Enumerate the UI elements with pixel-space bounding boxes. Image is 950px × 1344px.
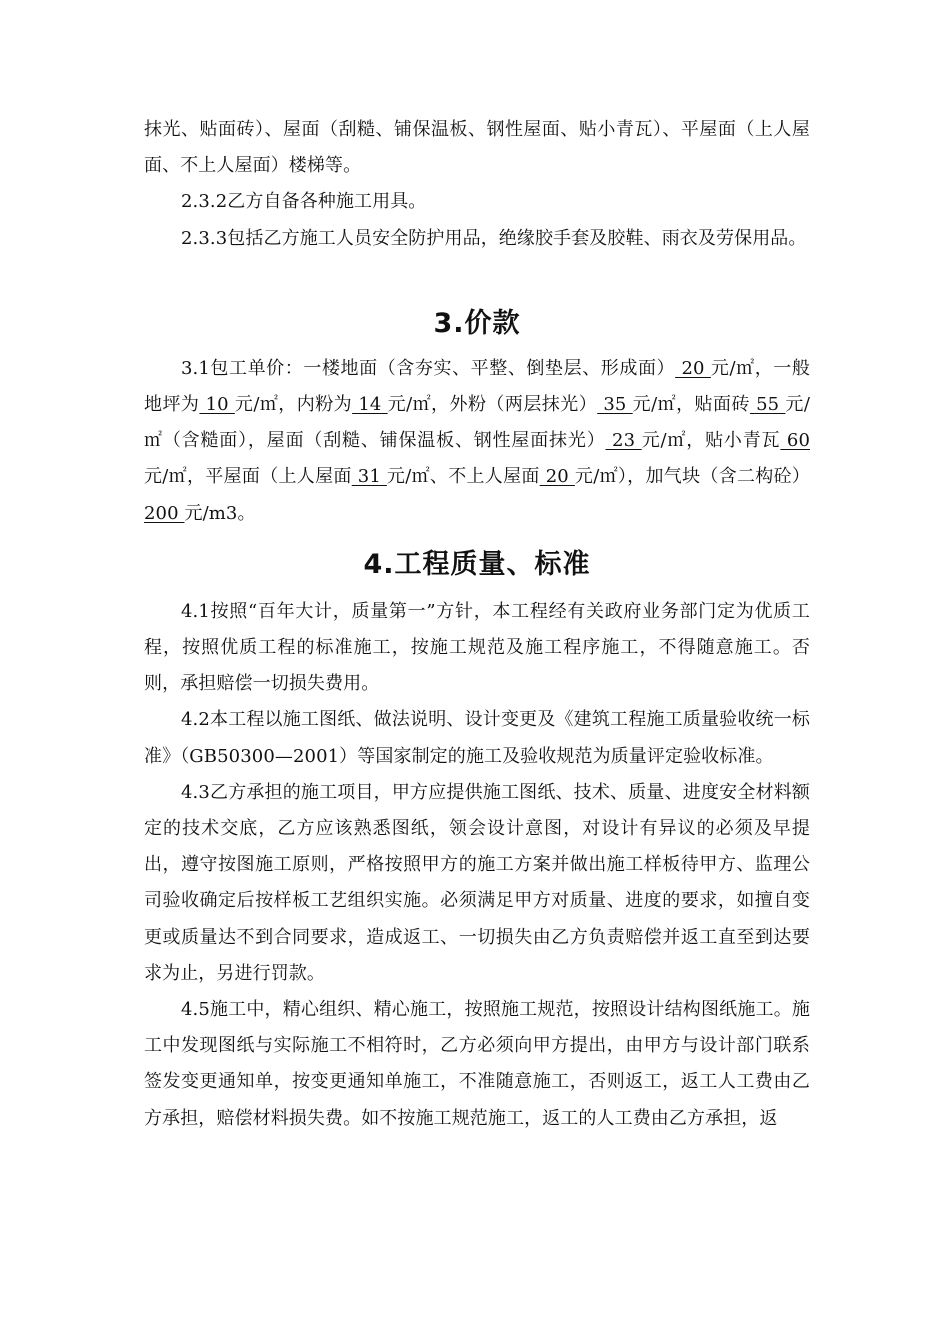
- text-segment: 元/㎡，贴小青瓦: [641, 430, 781, 452]
- paragraph-2-3-2: 2.3.2乙方自备各种施工用具。: [181, 191, 427, 213]
- text-segment: 元/㎡，平屋面（上人屋面: [144, 466, 352, 488]
- text-segment: 元/m3。: [184, 502, 256, 524]
- price-value: 35: [597, 394, 633, 416]
- price-value: 14: [352, 394, 388, 416]
- text-segment: 元/㎡，外粉（两层抹光）: [387, 394, 598, 416]
- price-value: 60: [780, 430, 811, 452]
- document-page: [144, 112, 810, 1137]
- paragraph-4-2: 4.2本工程以施工图纸、做法说明、设计变更及《建筑工程施工质量验收统一标准》（GB50300—2001）等国家制定的施工及验收规范为质量评定验收标准。: [144, 709, 810, 767]
- price-value: 55: [749, 394, 786, 416]
- text-segment: 元/㎡，一般地坪为: [144, 357, 810, 416]
- paragraph-4-3: 4.3乙方承担的施工项目，甲方应提供施工图纸、技术、质量、进度安全材料额定的技术交底，乙方应该熟悉图纸，领会设计意图，对设计有异议的必须及早提出，遵守按图施工原则，严格按照甲方的施工方案并做出施工样板待甲方、监理公司验收确定后按样板工艺组织实施。必须满足甲方对质量、进度的要求，如擅自变更或质量达不到合同要求，造成返工、一切损失由乙方负责赔偿并返工直至到达要求为止，另进行罚款。: [144, 781, 810, 984]
- paragraph-2-3-3: 2.3.3包括乙方施工人员安全防护用品，绝缘胶手套及胶鞋、雨衣及劳保用品。: [181, 227, 807, 249]
- price-value: 200: [144, 502, 185, 524]
- section-heading-quality-standard: 4.工程质量、标准: [363, 548, 591, 580]
- paragraph-4-1: 4.1按照“百年大计，质量第一”方针，本工程经有关政府业务部门定为优质工程，按照优质工程的标准施工，按施工规范及施工程序施工，不得随意施工。否则，承担赔偿一切损失费用。: [144, 600, 810, 695]
- price-value: 23: [605, 430, 642, 452]
- text-segment: 元/㎡，内粉为: [234, 394, 353, 416]
- price-value: 10: [199, 394, 235, 416]
- price-value: 31: [351, 466, 387, 488]
- paragraph-4-5: 4.5施工中，精心组织、精心施工，按照施工规范，按照设计结构图纸施工。施工中发现图纸与实际施工不相符时，乙方必须向甲方提出，由甲方与设计部门联系签发变更通知单，按变更通知单施工，不准随意施工，否则返工，返工人工费由乙方承担，赔偿材料损失费。如不按施工规范施工，返工的人工费由乙方承担，返: [144, 999, 810, 1129]
- text-segment: 3.1包工单价：一楼地面（含夯实、平整、倒垫层、形成面）: [181, 357, 676, 379]
- price-value: 20: [539, 466, 575, 488]
- text-segment: 元/㎡、不上人屋面: [386, 466, 540, 488]
- text-segment: 元/㎡），加气块（含二构砼）: [574, 466, 811, 488]
- paragraph-3-1: [144, 351, 810, 532]
- section-heading-price: 3.价款: [433, 307, 521, 339]
- text-segment: 元/㎡（含糙面），屋面（刮糙、铺保温板、钢性屋面抹光）: [144, 394, 811, 452]
- text-segment: 元/㎡，贴面砖: [632, 394, 750, 416]
- paragraph-2-3-1-continued: 抹光、贴面砖）、屋面（刮糙、铺保温板、钢性屋面、贴小青瓦）、平屋面（上人屋面、不上人屋面）楼梯等。: [144, 119, 810, 177]
- price-value: 20: [675, 357, 711, 379]
